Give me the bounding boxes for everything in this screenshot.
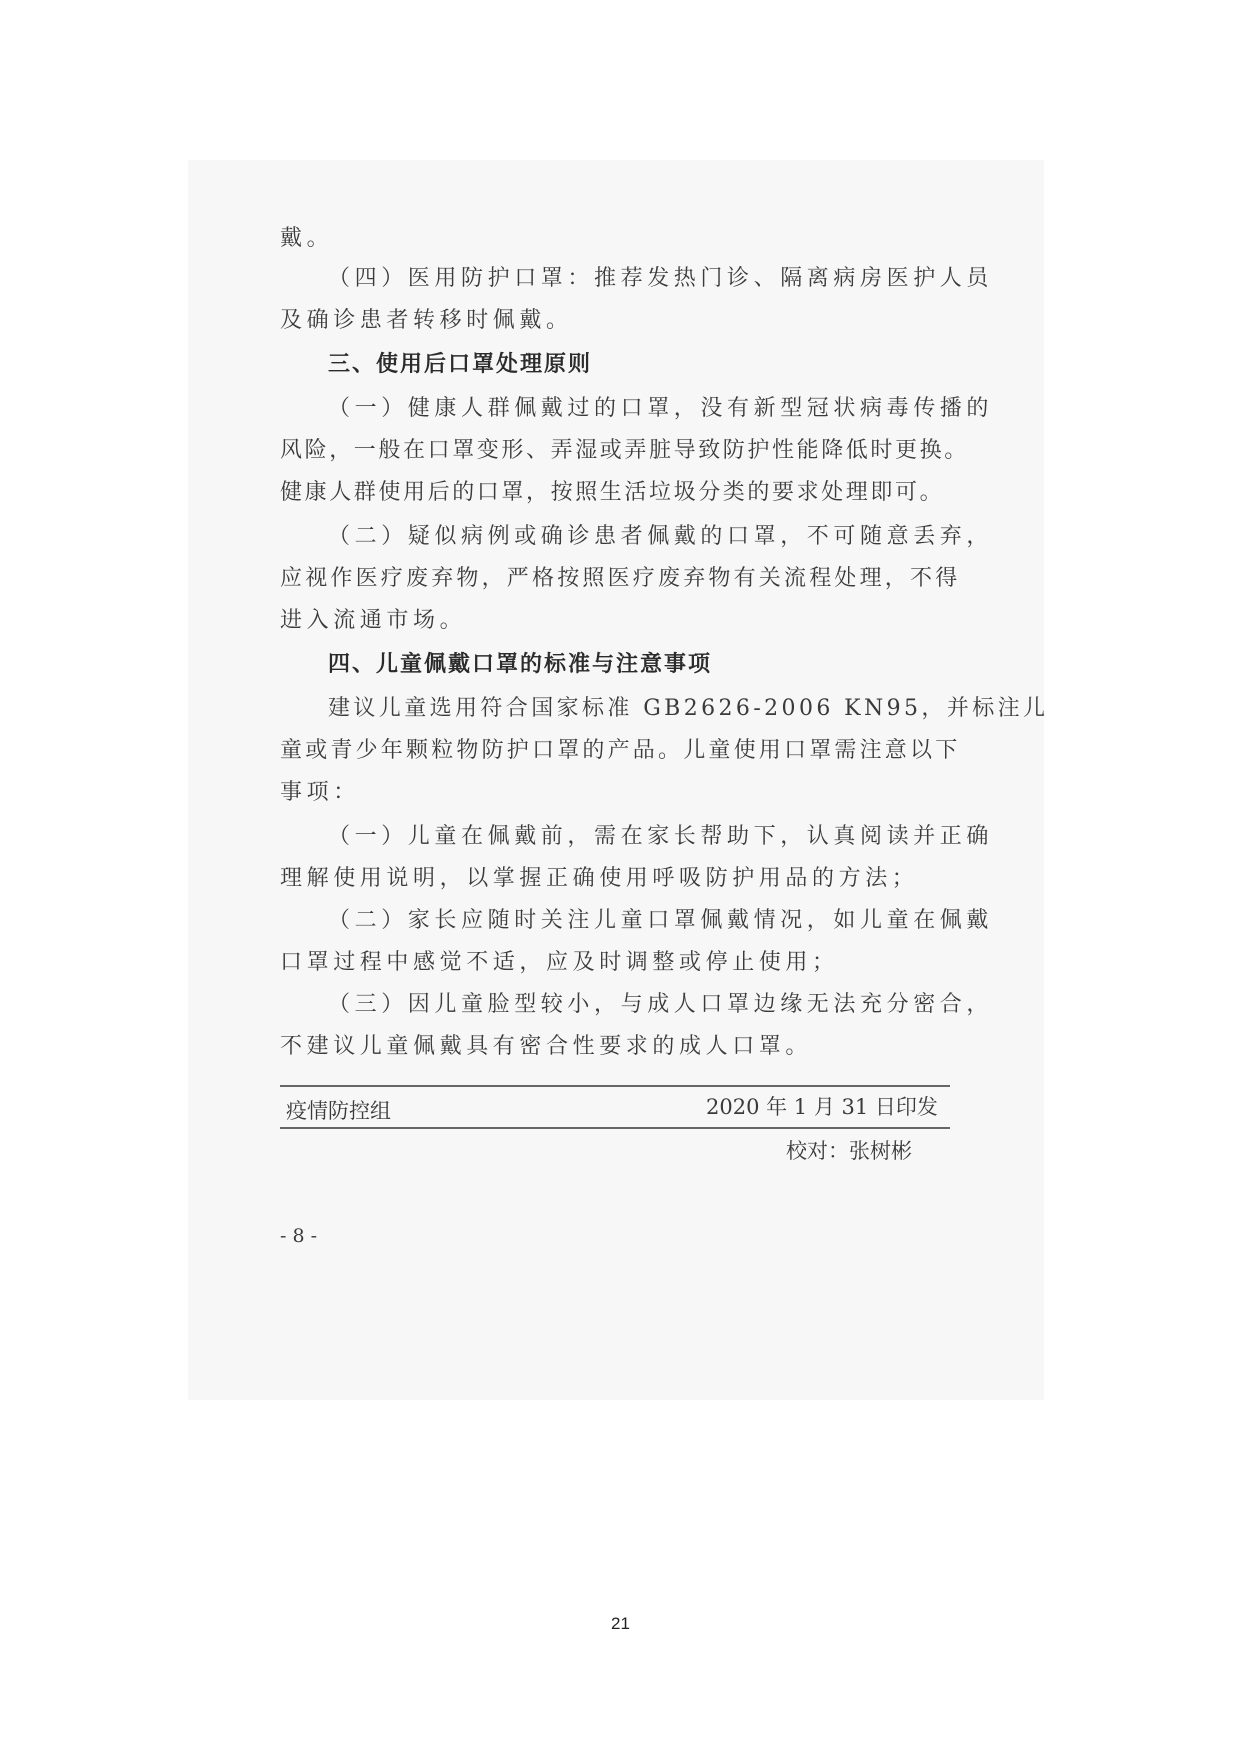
text-line: 及确诊患者转移时佩戴。 [280,308,573,333]
list-item-3: （三）因儿童脸型较小，与成人口罩边缘无法充分密合， [328,992,994,1017]
text-line: 童或青少年颗粒物防护口罩的产品。儿童使用口罩需注意以下 [280,738,961,763]
section-heading-3: 三、使用后口罩处理原则 [328,352,593,377]
page-number: 21 [611,1614,630,1633]
text-line-continuation: 戴。 [280,226,334,251]
text-line: 健康人群使用后的口罩，按照生活垃圾分类的要求处理即可。 [280,480,945,505]
issue-date: 2020 年 1 月 31 日印发 [706,1095,938,1119]
issuer-label: 疫情防控组 [286,1099,391,1123]
inner-page-number: - 8 - [280,1225,318,1247]
text-line: 口罩过程中感觉不适，应及时调整或停止使用； [280,950,839,975]
text-line: 风险，一般在口罩变形、弄湿或弄脏导致防护性能降低时更换。 [280,438,969,463]
text-line: 进入流通市场。 [280,608,467,633]
paragraph-healthy-masks: （一）健康人群佩戴过的口罩，没有新型冠状病毒传播的 [328,396,994,421]
text-line: 不建议儿童佩戴具有密合性要求的成人口罩。 [280,1034,813,1059]
list-item-1: （一）儿童在佩戴前，需在家长帮助下，认真阅读并正确 [328,824,994,849]
list-item-2: （二）家长应随时关注儿童口罩佩戴情况，如儿童在佩戴 [328,908,994,933]
text-line: 理解使用说明，以掌握正确使用呼吸防护用品的方法； [280,866,919,891]
text-line: 事项： [280,780,360,805]
paragraph-medical-respirator: （四）医用防护口罩：推荐发热门诊、隔离病房医护人员 [328,266,994,291]
footer-bottom-rule [280,1127,950,1129]
text-line: 应视作医疗废弃物，严格按照医疗废弃物有关流程处理，不得 [280,566,961,591]
paragraph-suspected-masks: （二）疑似病例或确诊患者佩戴的口罩，不可随意丢弃， [328,524,994,549]
paragraph-children-standard: 建议儿童选用符合国家标准 GB2626-2006 KN95，并标注儿 [328,696,1049,721]
proofreader-label: 校对：张树彬 [786,1139,912,1163]
footer-top-rule [280,1085,950,1087]
section-heading-4: 四、儿童佩戴口罩的标准与注意事项 [328,652,713,677]
